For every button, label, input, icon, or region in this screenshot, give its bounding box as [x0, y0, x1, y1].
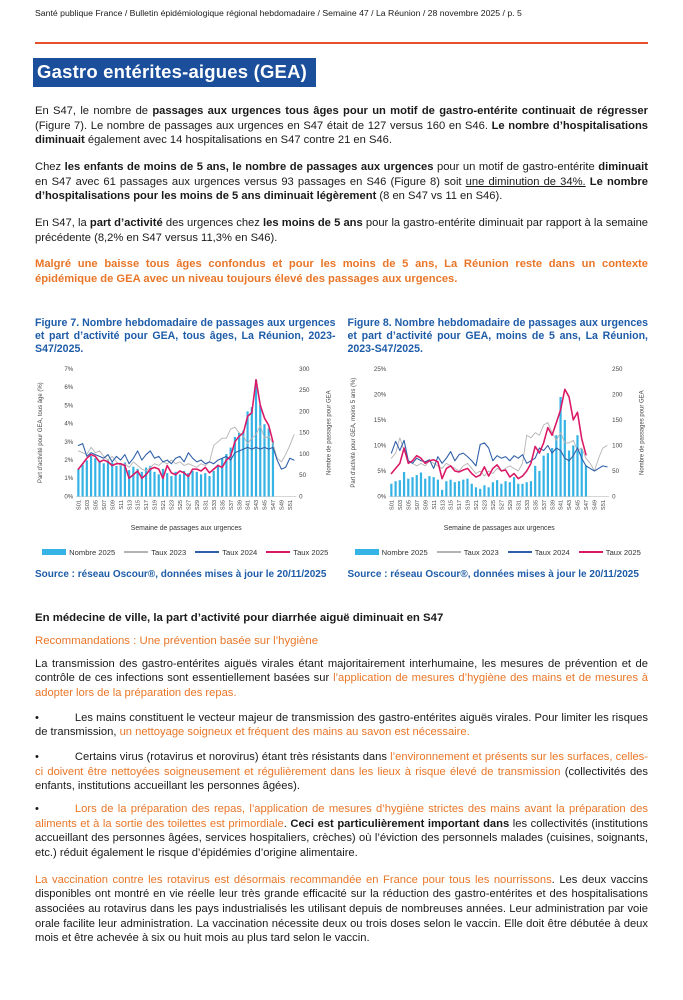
figure-8-svg [348, 361, 649, 546]
legend-swatch [266, 551, 290, 553]
svg-text:S03: S03 [84, 500, 91, 511]
svg-text:S17: S17 [456, 500, 463, 511]
figure-7-legend [35, 548, 336, 557]
text-run: Certains virus (rotavirus et norovirus) étant très résistants dans [74, 751, 391, 764]
svg-text:Nombre de passages pour GEA: Nombre de passages pour GEA [326, 390, 333, 476]
svg-text:S29: S29 [194, 500, 201, 511]
svg-text:S51: S51 [600, 500, 607, 511]
svg-text:S41: S41 [245, 500, 252, 511]
svg-text:S13: S13 [439, 500, 446, 511]
text-run: • [35, 803, 39, 816]
svg-text:S23: S23 [169, 500, 176, 511]
svg-text:S15: S15 [135, 500, 142, 511]
svg-text:S03: S03 [397, 500, 404, 511]
legend-label: Taux 2024 [534, 547, 570, 557]
svg-text:250: 250 [611, 365, 622, 373]
svg-text:S39: S39 [549, 500, 556, 511]
svg-text:S11: S11 [118, 500, 125, 510]
legend-label: Taux 2025 [605, 547, 641, 557]
svg-text:0%: 0% [376, 493, 386, 501]
figure-8-chart [348, 361, 649, 546]
legend-swatch [579, 551, 603, 553]
figure-8-legend [348, 548, 649, 557]
legend-label: Taux 2025 [293, 547, 329, 557]
text-run: . [283, 817, 291, 830]
svg-text:50: 50 [611, 468, 619, 476]
figure-7 [35, 317, 336, 580]
legend-label: Taux 2023 [463, 547, 499, 557]
svg-text:0%: 0% [64, 493, 74, 501]
svg-text:S41: S41 [558, 500, 565, 511]
svg-text:20%: 20% [373, 391, 386, 399]
text-run: part d’activité [89, 217, 163, 230]
svg-text:S05: S05 [93, 500, 100, 511]
text-run: • [35, 711, 39, 724]
text-run: Les mains constituent le vecteur majeur de transmission des gastro-entérites aiguës virales. Pour limiter les risques de transmission, [35, 711, 648, 739]
legend-label: Taux 2024 [222, 547, 258, 557]
svg-text:S21: S21 [473, 500, 480, 511]
text-run: passages aux urgences tous âges pour un motif de gastro-entérite continuait de régresser [152, 105, 648, 117]
paragraph-contexte-epidemique [35, 257, 648, 286]
svg-text:S33: S33 [211, 500, 218, 511]
svg-text:S27: S27 [499, 500, 506, 511]
text-run: Ceci est particulièrement important dans [290, 817, 510, 830]
svg-text:S11: S11 [431, 500, 438, 510]
text-run: Le nombre d’hospitalisations pour les moins de 5 ans diminuait légèrement [35, 175, 648, 203]
svg-text:300: 300 [299, 365, 310, 373]
svg-text:S37: S37 [541, 500, 548, 511]
svg-text:S25: S25 [178, 500, 185, 511]
legend-item-line [195, 548, 257, 557]
legend-swatch [195, 551, 219, 553]
svg-text:S35: S35 [532, 500, 539, 511]
svg-text:Semaine de passages aux urgenc: Semaine de passages aux urgences [130, 524, 242, 532]
svg-text:S51: S51 [288, 500, 295, 511]
svg-text:S25: S25 [490, 500, 497, 511]
bullet-virus-surfaces [35, 750, 648, 794]
svg-text:0: 0 [299, 493, 303, 501]
svg-text:4%: 4% [64, 420, 74, 428]
svg-text:S31: S31 [203, 500, 210, 511]
svg-text:15%: 15% [373, 416, 386, 424]
figure-7-source: Source : réseau Oscour®, données mises à jour le 20/11/2025 [35, 568, 327, 580]
text-run: La transmission des gastro-entérites aiguës virales étant majoritairement interhumaine, les mesures de prévention et de contrôle de ces infections sont essentiellement basées sur [35, 657, 648, 685]
svg-text:S09: S09 [110, 500, 117, 511]
svg-text:10%: 10% [373, 442, 386, 450]
text-run: En S47, le nombre de [35, 105, 153, 117]
svg-text:S31: S31 [515, 500, 522, 511]
svg-text:2%: 2% [64, 457, 74, 465]
figure-8-caption: Figure 8. Nombre hebdomadaire de passages aux urgences et part d’activité pour GEA, moins de 5 ans, La Réunion, 2023-S47/2025. [347, 316, 648, 355]
figure-8-source: Source : réseau Oscour®, données mises à jour le 20/11/2025 [347, 568, 639, 580]
legend-label: Taux 2023 [151, 547, 187, 557]
legend-item-bar [42, 548, 115, 557]
svg-text:S13: S13 [127, 500, 134, 511]
text-run: Malgré une baisse tous âges confondus et pour les moins de 5 ans, La Réunion reste dans un contexte épidémique de GEA avec un niveau toujours élevé des passages aux urgences. [35, 258, 648, 286]
legend-item-line [437, 548, 499, 557]
svg-text:S39: S39 [237, 500, 244, 511]
text-run: . Les deux vaccins disponibles ont montré en vie réelle leur très grande efficacité sur la réduction des gastro-entérites et des hospitalisations associées au rotavirus dans les pays industrialisés les utilisant depuis de nombreuses années. Leur administration par voie orale facilite leur administration. La vaccination nécessite deux ou trois doses selon le vaccin. Elle doit être débutée à deux mois et être achevée à six ou huit mois au plus tard selon le vaccin. [35, 873, 648, 945]
svg-text:6%: 6% [64, 384, 74, 392]
svg-text:S43: S43 [254, 500, 261, 511]
text-run: Lors de la préparation des repas, l’application de mesures d’hygiène strictes des mains avant la préparation des aliments et à la sortie des toilettes est primordiale [35, 803, 648, 830]
paragraph-transmission [35, 657, 648, 701]
svg-text:S07: S07 [101, 500, 108, 511]
svg-text:250: 250 [299, 387, 310, 395]
paragraph-urgences-tous-ages [35, 104, 648, 148]
bullet-mains [35, 711, 648, 740]
svg-text:S47: S47 [271, 500, 278, 511]
svg-text:7%: 7% [64, 365, 74, 373]
svg-text:100: 100 [611, 442, 622, 450]
legend-item-line [266, 548, 328, 557]
svg-text:50: 50 [299, 472, 307, 480]
svg-text:Semaine de passages aux urgenc: Semaine de passages aux urgences [443, 524, 555, 532]
svg-text:1%: 1% [64, 475, 74, 483]
svg-text:25%: 25% [373, 365, 386, 373]
text-run: • [35, 751, 39, 764]
text-run: en S47 avec 61 passages aux urgences versus 93 passages en S46 (Figure 8) soit [35, 175, 466, 188]
text-run: les moins de 5 ans [263, 217, 363, 230]
figure-7-chart [35, 361, 336, 546]
text-run: une diminution de 34%. [465, 175, 586, 188]
svg-text:S19: S19 [152, 500, 159, 511]
bullet-preparation-repas [35, 802, 648, 861]
svg-text:S37: S37 [228, 500, 235, 511]
text-run: (collectivités des enfants, institutions accueillant les personnes âgées). [35, 765, 648, 793]
figure-8 [348, 317, 649, 580]
svg-text:S21: S21 [161, 500, 168, 511]
text-run: des urgences chez [162, 217, 264, 230]
svg-text:S23: S23 [482, 500, 489, 511]
legend-swatch [124, 551, 148, 553]
legend-item-line [508, 548, 570, 557]
text-run: les enfants de moins de 5 ans, le nombre de passages aux urgences [64, 161, 434, 174]
figure-7-svg [35, 361, 336, 546]
svg-text:S43: S43 [566, 500, 573, 511]
svg-text:S35: S35 [220, 500, 227, 511]
legend-item-line [124, 548, 186, 557]
svg-text:S15: S15 [448, 500, 455, 511]
figure-7-caption: Figure 7. Nombre hebdomadaire de passages aux urgences et part d’activité pour GEA, tous âges, La Réunion, 2023-S47/2025. [35, 316, 336, 355]
text-run: En S47, la [35, 217, 90, 230]
text-run: (Figure 7). Le nombre de passages aux urgences en S47 était de 127 versus 160 en S46. [35, 119, 492, 132]
page-header: Santé publique France / Bulletin épidémiologique régional hebdomadaire / Semaine 47 / La Réunion / 28 novembre 2025 / p. 5 [35, 8, 522, 18]
svg-text:0: 0 [611, 493, 616, 501]
svg-text:S07: S07 [414, 500, 421, 511]
svg-text:S27: S27 [186, 500, 193, 511]
text-run: (8 en S47 vs 11 en S46). [376, 190, 503, 203]
legend-item-bar [355, 548, 428, 557]
svg-text:150: 150 [299, 429, 310, 437]
text-run: La vaccination contre les rotavirus est désormais recommandée en France pour tous les nourrissons [35, 873, 552, 886]
svg-text:5%: 5% [376, 468, 386, 476]
svg-text:S45: S45 [262, 500, 269, 511]
svg-text:S19: S19 [465, 500, 472, 511]
svg-text:S45: S45 [575, 500, 582, 511]
ville-heading: En médecine de ville, la part d’activité pour diarrhée aiguë diminuait en S47 [35, 611, 444, 624]
text-run: l’environnement et présents sur les surfaces, celles-ci doivent être nettoyées soigneusement et régulièrement dans les lieux à risque élevé de transmission [35, 751, 648, 778]
text-run: diminuait [598, 161, 648, 174]
svg-text:S05: S05 [405, 500, 412, 511]
svg-text:S29: S29 [507, 500, 514, 511]
paragraph-part-activite [35, 216, 648, 245]
svg-text:S49: S49 [279, 500, 286, 511]
svg-text:S01: S01 [76, 500, 83, 511]
text-run: les collectivités (institutions accueillant des personnes âgées, services hospitaliers, crèches) où l’éviction des personnels malades (cuisines, soignants, etc.) réduit également le risque d’épidémies d’origine alimentaire. [35, 817, 648, 860]
legend-label: Nombre 2025 [381, 547, 428, 557]
text-run: l’application de mesures d’hygiène des mains et de mesures à adopter lors de la préparation des repas. [35, 672, 649, 700]
svg-text:S49: S49 [592, 500, 599, 511]
svg-text:Part d'activité pour GEA, moin: Part d'activité pour GEA, moins 5 ans (%) [350, 377, 357, 488]
svg-text:5%: 5% [64, 402, 74, 410]
legend-swatch [508, 551, 532, 553]
svg-text:200: 200 [299, 408, 310, 416]
paragraph-vaccination [35, 873, 648, 946]
svg-text:S17: S17 [144, 500, 151, 511]
svg-text:S01: S01 [389, 500, 396, 511]
text-run: également avec 14 hospitalisations en S47 contre 21 en S46. [84, 134, 392, 147]
text-run: pour la gastro-entérite diminuait par rapport à la semaine précédente (8,2% en S47 versus 11,3% en S46). [35, 217, 649, 244]
legend-item-line [579, 548, 641, 557]
text-run: Le nombre d’hospitalisations diminuait [35, 119, 648, 147]
svg-text:S09: S09 [422, 500, 429, 511]
text-run: Chez [35, 161, 65, 174]
legend-label: Nombre 2025 [69, 547, 116, 557]
paragraph-moins-5-ans [35, 160, 648, 204]
svg-text:200: 200 [611, 391, 622, 399]
svg-text:Part d'activité pour GEA, tous: Part d'activité pour GEA, tous âge (%) [37, 382, 44, 484]
page-title: Gastro entérites-aigues (GEA) [33, 58, 316, 87]
legend-swatch [42, 549, 66, 555]
recommandations-heading: Recommandations : Une prévention basée sur l’hygiène [35, 634, 319, 647]
text-run: un nettoyage soigneux et fréquent des mains au savon est nécessaire. [119, 726, 470, 739]
svg-text:150: 150 [611, 416, 622, 424]
legend-swatch [355, 549, 379, 555]
svg-text:S33: S33 [524, 500, 531, 511]
figures-row [35, 317, 648, 580]
svg-text:S47: S47 [583, 500, 590, 511]
svg-text:100: 100 [299, 451, 310, 459]
legend-swatch [437, 551, 461, 553]
svg-text:3%: 3% [64, 438, 74, 446]
text-run: pour un motif de gastro-entérite [433, 161, 599, 174]
svg-text:Nombre de passages pour GEA: Nombre de passages pour GEA [639, 390, 646, 476]
